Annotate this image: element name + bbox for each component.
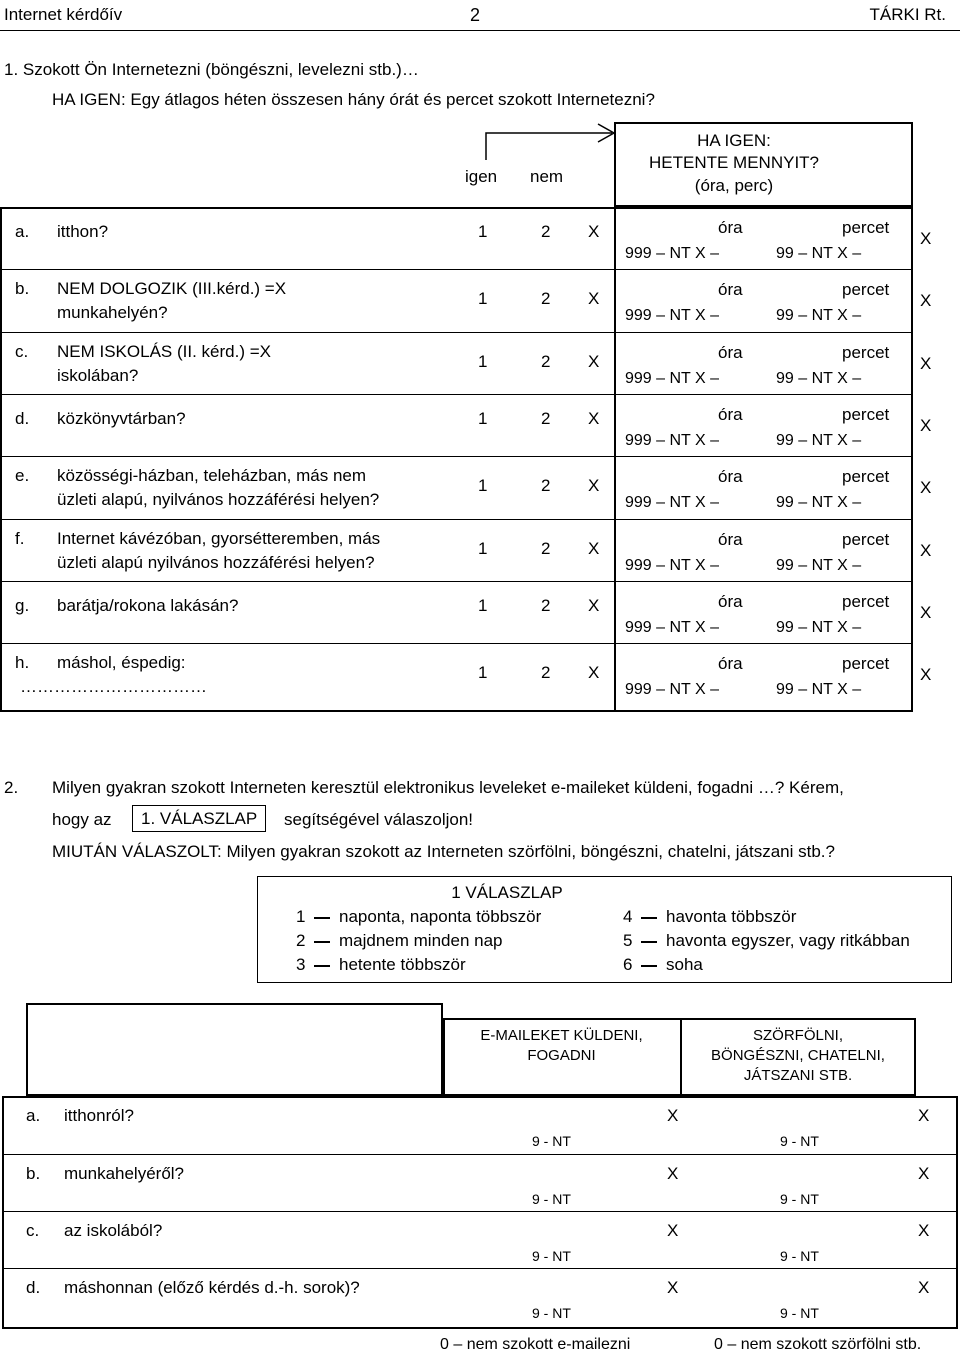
perc-nt: 99 – NT X –	[776, 681, 862, 698]
code-igen: 1	[478, 596, 488, 615]
q1-row-divider	[0, 269, 913, 270]
q1-row-letter: g.	[15, 596, 30, 615]
code-x: X	[588, 222, 600, 241]
valaszlap-dash	[641, 941, 657, 943]
q2-number: 2.	[4, 778, 19, 797]
code-x: X	[588, 596, 600, 615]
q1-row-divider	[0, 581, 913, 582]
valaszlap-num: 4	[623, 907, 633, 926]
valaszlap-dash	[641, 917, 657, 919]
t2-row-letter: c.	[26, 1221, 40, 1240]
t2-row-divider	[2, 1154, 958, 1155]
q1-row-label-2: munkahelyén?	[57, 303, 168, 322]
row-x-code: X	[920, 478, 932, 497]
t2-row-label: az iskolából?	[64, 1221, 163, 1240]
valaszlap-text: havonta többször	[666, 907, 797, 926]
q1-row-letter: b.	[15, 279, 30, 298]
oraperc-label: (óra, perc)	[694, 176, 774, 195]
ora-label: óra	[718, 218, 743, 237]
valaszlap-text: havonta egyszer, vagy ritkábban	[666, 931, 910, 950]
t2-surf-x: X	[918, 1106, 930, 1125]
perc-nt: 99 – NT X –	[776, 245, 862, 262]
q1-row-divider	[0, 519, 913, 520]
row-x-code: X	[920, 416, 932, 435]
col-surf-1: SZÖRFÖLNI,	[752, 1027, 843, 1044]
percet-label: percet	[842, 280, 890, 299]
t2-surf-x: X	[918, 1221, 930, 1240]
row-x-code: X	[920, 354, 932, 373]
code-nem: 2	[541, 222, 551, 241]
page-number: 2	[470, 5, 481, 25]
q1-row-label: NEM DOLGOZIK (III.kérd.) =X	[57, 279, 287, 298]
q1-row-label-2: ……………………………	[20, 677, 207, 696]
valaszlap-text: hetente többször	[339, 955, 466, 974]
valaszlap-text: majdnem minden nap	[339, 931, 503, 950]
valaszlap-text: soha	[666, 955, 703, 974]
code-x: X	[588, 476, 600, 495]
t2-email-x: X	[667, 1164, 679, 1183]
t2-row-letter: b.	[26, 1164, 41, 1183]
code-nem: 2	[541, 409, 551, 428]
t2-email-nt: 9 - NT	[532, 1133, 571, 1149]
t2-row-label: máshonnan (előző kérdés d.-h. sorok)?	[64, 1278, 360, 1297]
ora-nt: 999 – NT X –	[625, 370, 719, 387]
code-x: X	[588, 409, 600, 428]
t2-email-x: X	[667, 1221, 679, 1240]
ora-label: óra	[718, 654, 743, 673]
t2-surf-nt: 9 - NT	[780, 1191, 819, 1207]
col-surf-3: JÁTSZANI STB.	[743, 1067, 853, 1084]
code-nem: 2	[541, 596, 551, 615]
t2-email-nt: 9 - NT	[532, 1305, 571, 1321]
percet-label: percet	[842, 405, 890, 424]
perc-nt: 99 – NT X –	[776, 557, 862, 574]
ora-label: óra	[718, 592, 743, 611]
code-igen: 1	[478, 222, 488, 241]
code-igen: 1	[478, 409, 488, 428]
q1-row-letter: c.	[15, 342, 29, 361]
q1-row-divider	[0, 456, 913, 457]
table2-blank-header	[26, 1003, 443, 1096]
perc-nt: 99 – NT X –	[776, 619, 862, 636]
perc-nt: 99 – NT X –	[776, 432, 862, 449]
q1-row-divider	[0, 394, 913, 395]
t2-row-label: itthonról?	[64, 1106, 134, 1125]
ora-label: óra	[718, 467, 743, 486]
percet-label: percet	[842, 654, 890, 673]
q1-row-label: NEM ISKOLÁS (II. kérd.) =X	[57, 342, 271, 361]
code-nem: 2	[541, 352, 551, 371]
ora-nt: 999 – NT X –	[625, 494, 719, 511]
t2-email-nt: 9 - NT	[532, 1248, 571, 1264]
row-x-code: X	[920, 665, 932, 684]
row-x-code: X	[920, 603, 932, 622]
percet-label: percet	[842, 530, 890, 549]
q1-col-divider	[614, 207, 616, 712]
t2-surf-nt: 9 - NT	[780, 1133, 819, 1149]
q1-row-letter: h.	[15, 653, 30, 672]
code-x: X	[588, 289, 600, 308]
col-email-1: E-MAILEKET KÜLDENI,	[480, 1027, 643, 1044]
q1-line1: 1. Szokott Ön Internetezni (böngészni, levelezni stb.)…	[4, 60, 419, 79]
q1-row-label-2: üzleti alapú, nyilvános hozzáférési helyen?	[57, 490, 380, 509]
code-nem: 2	[541, 539, 551, 558]
t2-surf-x: X	[918, 1278, 930, 1297]
perc-nt: 99 – NT X –	[776, 370, 862, 387]
percet-label: percet	[842, 592, 890, 611]
col-igen: igen	[465, 167, 498, 186]
q1-row-label: itthon?	[57, 222, 109, 241]
q1-row-letter: f.	[15, 529, 25, 548]
code-nem: 2	[541, 289, 551, 308]
valaszlap-num: 5	[623, 931, 633, 950]
q1-row-label: máshol, éspedig:	[57, 653, 186, 672]
t2-row-divider	[2, 1211, 958, 1212]
valaszlap-text: naponta, naponta többször	[339, 907, 542, 926]
code-igen: 1	[478, 476, 488, 495]
q1-row-label-2: üzleti alapú nyilvános hozzáférési helyen?	[57, 553, 375, 572]
valaszlap-num: 1	[296, 907, 306, 926]
q1-row-label-2: iskolában?	[57, 366, 139, 385]
ora-nt: 999 – NT X –	[625, 557, 719, 574]
valaszlap-dash	[641, 965, 657, 967]
percet-label: percet	[842, 467, 890, 486]
code-nem: 2	[541, 476, 551, 495]
q1-row-label: Internet kávézóban, gyorsétteremben, más	[57, 529, 381, 548]
code-nem: 2	[541, 663, 551, 682]
code-igen: 1	[478, 352, 488, 371]
perc-nt: 99 – NT X –	[776, 494, 862, 511]
ora-label: óra	[718, 405, 743, 424]
code-x: X	[588, 539, 600, 558]
ora-label: óra	[718, 530, 743, 549]
ora-nt: 999 – NT X –	[625, 619, 719, 636]
q1-row-letter: a.	[15, 222, 30, 241]
t2-row-divider	[2, 1268, 958, 1269]
haigen-label: HA IGEN:	[697, 131, 771, 150]
hetente-label: HETENTE MENNYIT?	[648, 153, 820, 172]
ora-nt: 999 – NT X –	[625, 432, 719, 449]
t2-surf-nt: 9 - NT	[780, 1248, 819, 1264]
t2-row-letter: a.	[26, 1106, 41, 1125]
q1-row-letter: e.	[15, 466, 30, 485]
row-x-code: X	[920, 229, 932, 248]
t2-row-label: munkahelyéről?	[64, 1164, 185, 1183]
perc-nt: 99 – NT X –	[776, 307, 862, 324]
code-x: X	[588, 663, 600, 682]
t2-email-x: X	[667, 1106, 679, 1125]
t2-row-letter: d.	[26, 1278, 41, 1297]
footer-email: 0 – nem szokott e-mailezni	[440, 1336, 631, 1353]
t2-email-x: X	[667, 1278, 679, 1297]
q1-row-label: közkönyvtárban?	[57, 409, 186, 428]
t2-surf-nt: 9 - NT	[780, 1305, 819, 1321]
col-email-2: FOGADNI	[527, 1047, 596, 1064]
valaszlap-num: 6	[623, 955, 633, 974]
header-left: Internet kérdőív	[4, 5, 123, 24]
code-igen: 1	[478, 289, 488, 308]
code-igen: 1	[478, 539, 488, 558]
q2-line3: MIUTÁN VÁLASZOLT: Milyen gyakran szokott az Interneten szörfölni, böngészni, chatelni, játszani stb.?	[52, 842, 835, 861]
code-igen: 1	[478, 663, 488, 682]
valaszlap-num: 3	[296, 955, 306, 974]
q1-line2: HA IGEN: Egy átlagos héten összesen hány órát és percet szokott Internetezni?	[52, 90, 655, 109]
row-x-code: X	[920, 541, 932, 560]
q1-row-letter: d.	[15, 409, 30, 428]
col-nem: nem	[530, 167, 564, 186]
q1-row-divider	[0, 643, 913, 644]
t2-surf-x: X	[918, 1164, 930, 1183]
ora-label: óra	[718, 280, 743, 299]
percet-label: percet	[842, 218, 890, 237]
ora-nt: 999 – NT X –	[625, 245, 719, 262]
q2-line1: Milyen gyakran szokott Interneten keresztül elektronikus leveleket e-maileket küldeni, fogadni …? Kérem,	[52, 778, 844, 797]
valaszlap-dash	[314, 917, 330, 919]
valaszlap-dash	[314, 965, 330, 967]
valaszlap-reference-box: 1. VÁLASZLAP	[132, 805, 266, 832]
valaszlap-num: 2	[296, 931, 306, 950]
valaszlap-dash	[314, 941, 330, 943]
ora-nt: 999 – NT X –	[625, 307, 719, 324]
ora-nt: 999 – NT X –	[625, 681, 719, 698]
percet-label: percet	[842, 343, 890, 362]
footer-surf: 0 – nem szokott szörfölni stb.	[714, 1336, 922, 1353]
valaszlap-title: 1 VÁLASZLAP	[451, 883, 563, 902]
q1-row-label: barátja/rokona lakásán?	[57, 596, 239, 615]
row-x-code: X	[920, 291, 932, 310]
q2-line2a: hogy az	[52, 810, 112, 829]
q2-line2b: segítségével válaszoljon!	[284, 810, 474, 829]
q1-row-label: közösségi-házban, teleházban, más nem	[57, 466, 367, 485]
header-right: TÁRKI Rt.	[869, 5, 946, 24]
code-x: X	[588, 352, 600, 371]
q1-row-divider	[0, 332, 913, 333]
t2-email-nt: 9 - NT	[532, 1191, 571, 1207]
ora-label: óra	[718, 343, 743, 362]
col-surf-2: BÖNGÉSZNI, CHATELNI,	[711, 1047, 885, 1064]
